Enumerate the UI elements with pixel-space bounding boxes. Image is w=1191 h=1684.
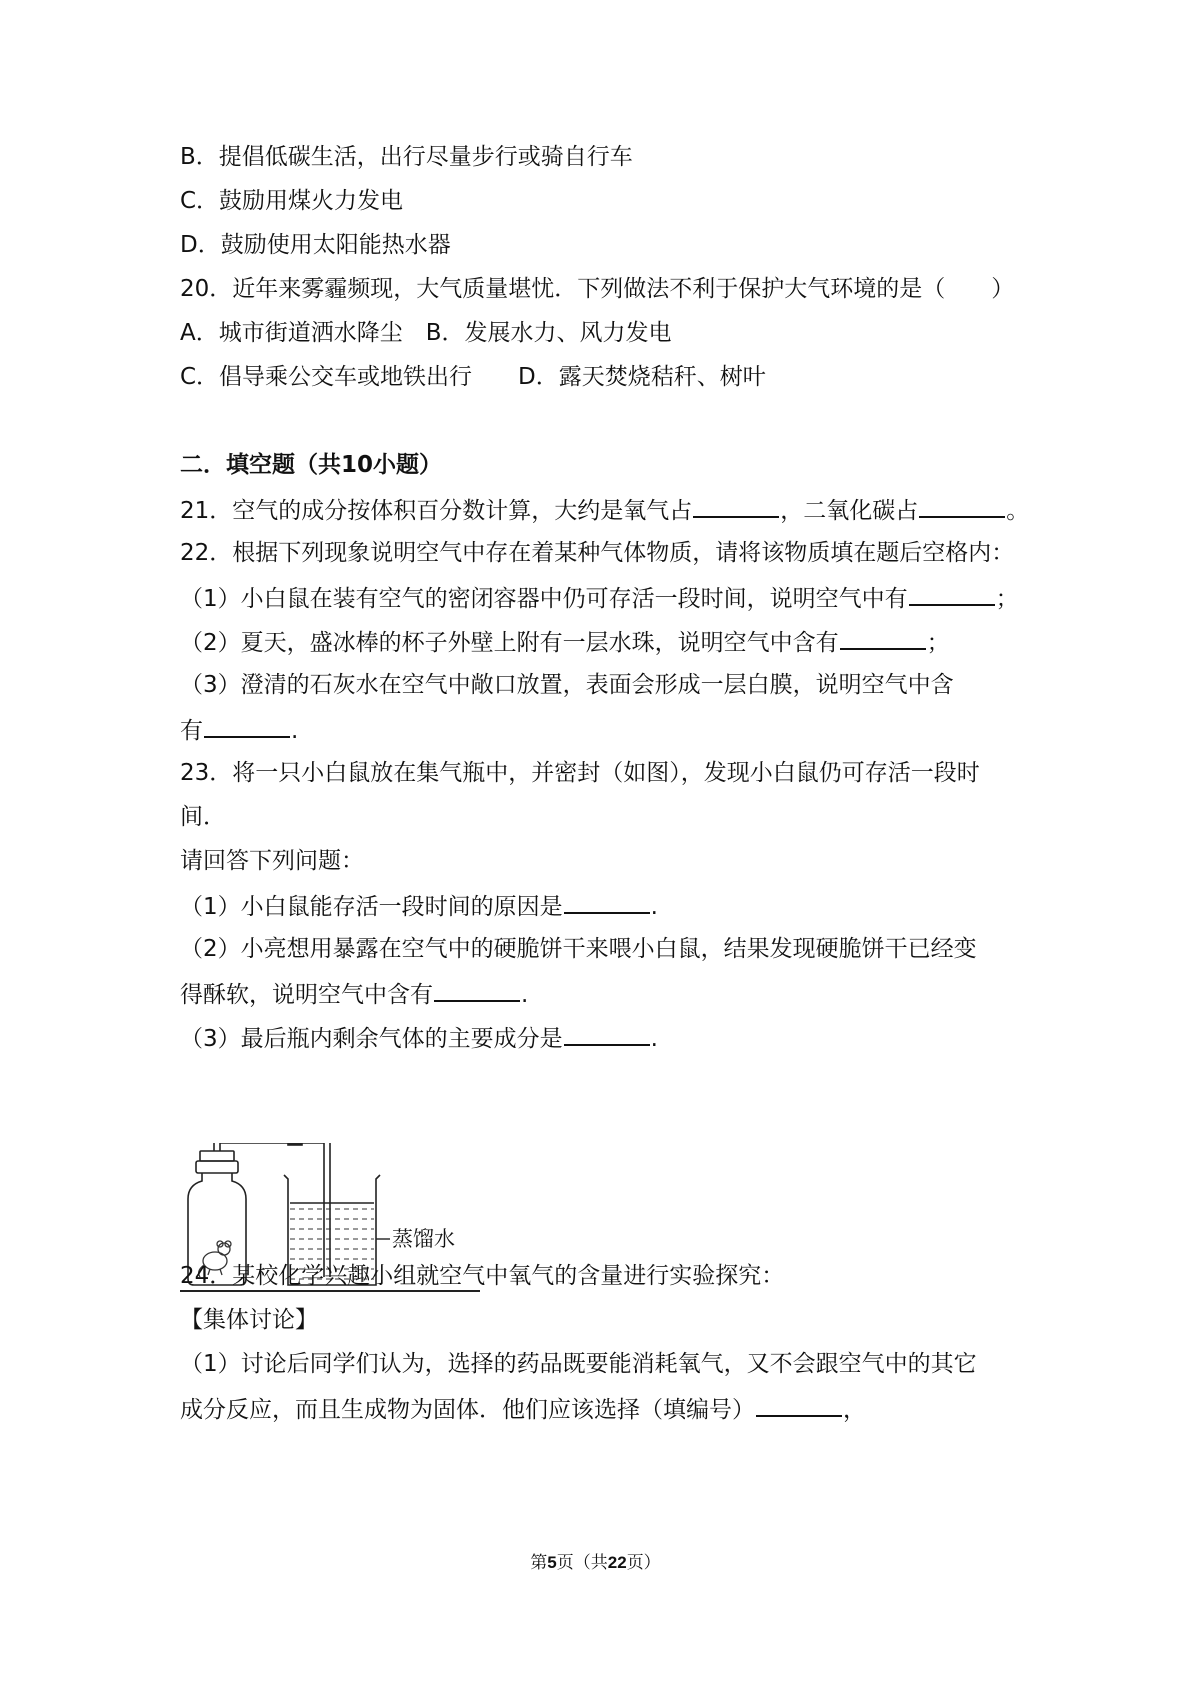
current-page: 5 — [547, 1553, 557, 1572]
q23-3-end: . — [650, 1026, 658, 1052]
answer-blank — [564, 1022, 650, 1046]
q22-3-end: . — [291, 718, 299, 744]
answer-blank — [693, 494, 779, 518]
question-20: 20．近年来雾霾频现，大气质量堪忧．下列做法不利于保护大气环境的是（ ） — [180, 276, 1015, 302]
question-22-1 — [180, 582, 1019, 614]
q24-1-text: 成分反应，而且生成物为固体．他们应该选择（填编号） — [180, 1397, 755, 1423]
options-20ab: A．城市街道洒水降尘 B．发展水力、风力发电 — [180, 320, 672, 346]
question-23: 23．将一只小白鼠放在集气瓶中，并密封（如图），发现小白鼠仍可存活一段时 — [180, 760, 980, 786]
q22-2-text: （2）夏天，盛冰棒的杯子外壁上附有一层水珠，说明空气中含有 — [180, 630, 839, 656]
q21-text-a: 21．空气的成分按体积百分数计算，大约是氧气占 — [180, 498, 693, 524]
question-24-1: （1）讨论后同学们认为，选择的药品既要能消耗氧气，又不会跟空气中的其它 — [180, 1351, 977, 1377]
page-footer — [0, 1548, 1191, 1573]
total-pages: 22 — [607, 1553, 627, 1572]
q23-2-end: . — [521, 982, 529, 1008]
question-23-3 — [180, 1022, 658, 1054]
section-title-fill-blank: 二．填空题（共10小题） — [180, 452, 443, 478]
q23-2-text: 得酥软，说明空气中含有 — [180, 982, 433, 1008]
footer-text: 页（共 — [556, 1553, 608, 1573]
footer-text: 页） — [626, 1553, 661, 1573]
q22-1-text: （1）小白鼠在装有空气的密闭容器中仍可存活一段时间，说明空气中有 — [180, 586, 908, 612]
connecting-tube — [214, 1143, 330, 1277]
answer-blank — [434, 978, 520, 1002]
option-19d: D．鼓励使用太阳能热水器 — [180, 232, 451, 258]
footer-text: 第 — [530, 1553, 548, 1573]
question-24: 24．某校化学兴趣小组就空气中氧气的含量进行实验探究： — [180, 1263, 785, 1289]
answer-blank — [564, 890, 650, 914]
question-23-prompt: 请回答下列问题： — [180, 848, 364, 874]
q23-1-text: （1）小白鼠能存活一段时间的原因是 — [180, 894, 563, 920]
q22-1-end: ； — [995, 586, 1019, 612]
question-23-1 — [180, 890, 658, 922]
question-22-3-cont — [180, 714, 298, 746]
question-22-3: （3）澄清的石灰水在空气中敞口放置，表面会形成一层白膜，说明空气中含 — [180, 672, 954, 698]
question-24-1-cont — [180, 1393, 866, 1425]
question-21 — [180, 494, 1029, 526]
answer-blank — [919, 494, 1005, 518]
q24-1-end: ， — [843, 1397, 866, 1423]
q23-3-text: （3）最后瓶内剩余气体的主要成分是 — [180, 1026, 563, 1052]
q22-3-text: 有 — [180, 718, 203, 744]
q22-2-end: ； — [926, 630, 950, 656]
q21-text-c: 。 — [1006, 498, 1030, 524]
option-19c: C．鼓励用煤火力发电 — [180, 188, 404, 214]
question-23-2-cont — [180, 978, 528, 1010]
answer-blank — [909, 582, 995, 606]
q21-text-b: ，二氧化碳占 — [780, 498, 919, 524]
option-19b: B．提倡低碳生活，出行尽量步行或骑自行车 — [180, 144, 633, 170]
answer-blank — [204, 714, 290, 738]
answer-blank — [840, 626, 926, 650]
question-23-cont: 间． — [180, 804, 226, 830]
options-20cd: C．倡导乘公交车或地铁出行 D．露天焚烧秸秆、树叶 — [180, 364, 766, 390]
water-label: 蒸馏水 — [392, 1227, 455, 1251]
question-23-2: （2）小亮想用暴露在空气中的硬脆饼干来喂小白鼠，结果发现硬脆饼干已经变 — [180, 936, 977, 962]
q23-1-end: . — [650, 894, 658, 920]
question-22: 22．根据下列现象说明空气中存在着某种气体物质，请将该物质填在题后空格内： — [180, 540, 1015, 566]
question-22-2 — [180, 626, 950, 658]
discussion-heading: 【集体讨论】 — [180, 1307, 318, 1333]
answer-blank — [756, 1393, 842, 1417]
